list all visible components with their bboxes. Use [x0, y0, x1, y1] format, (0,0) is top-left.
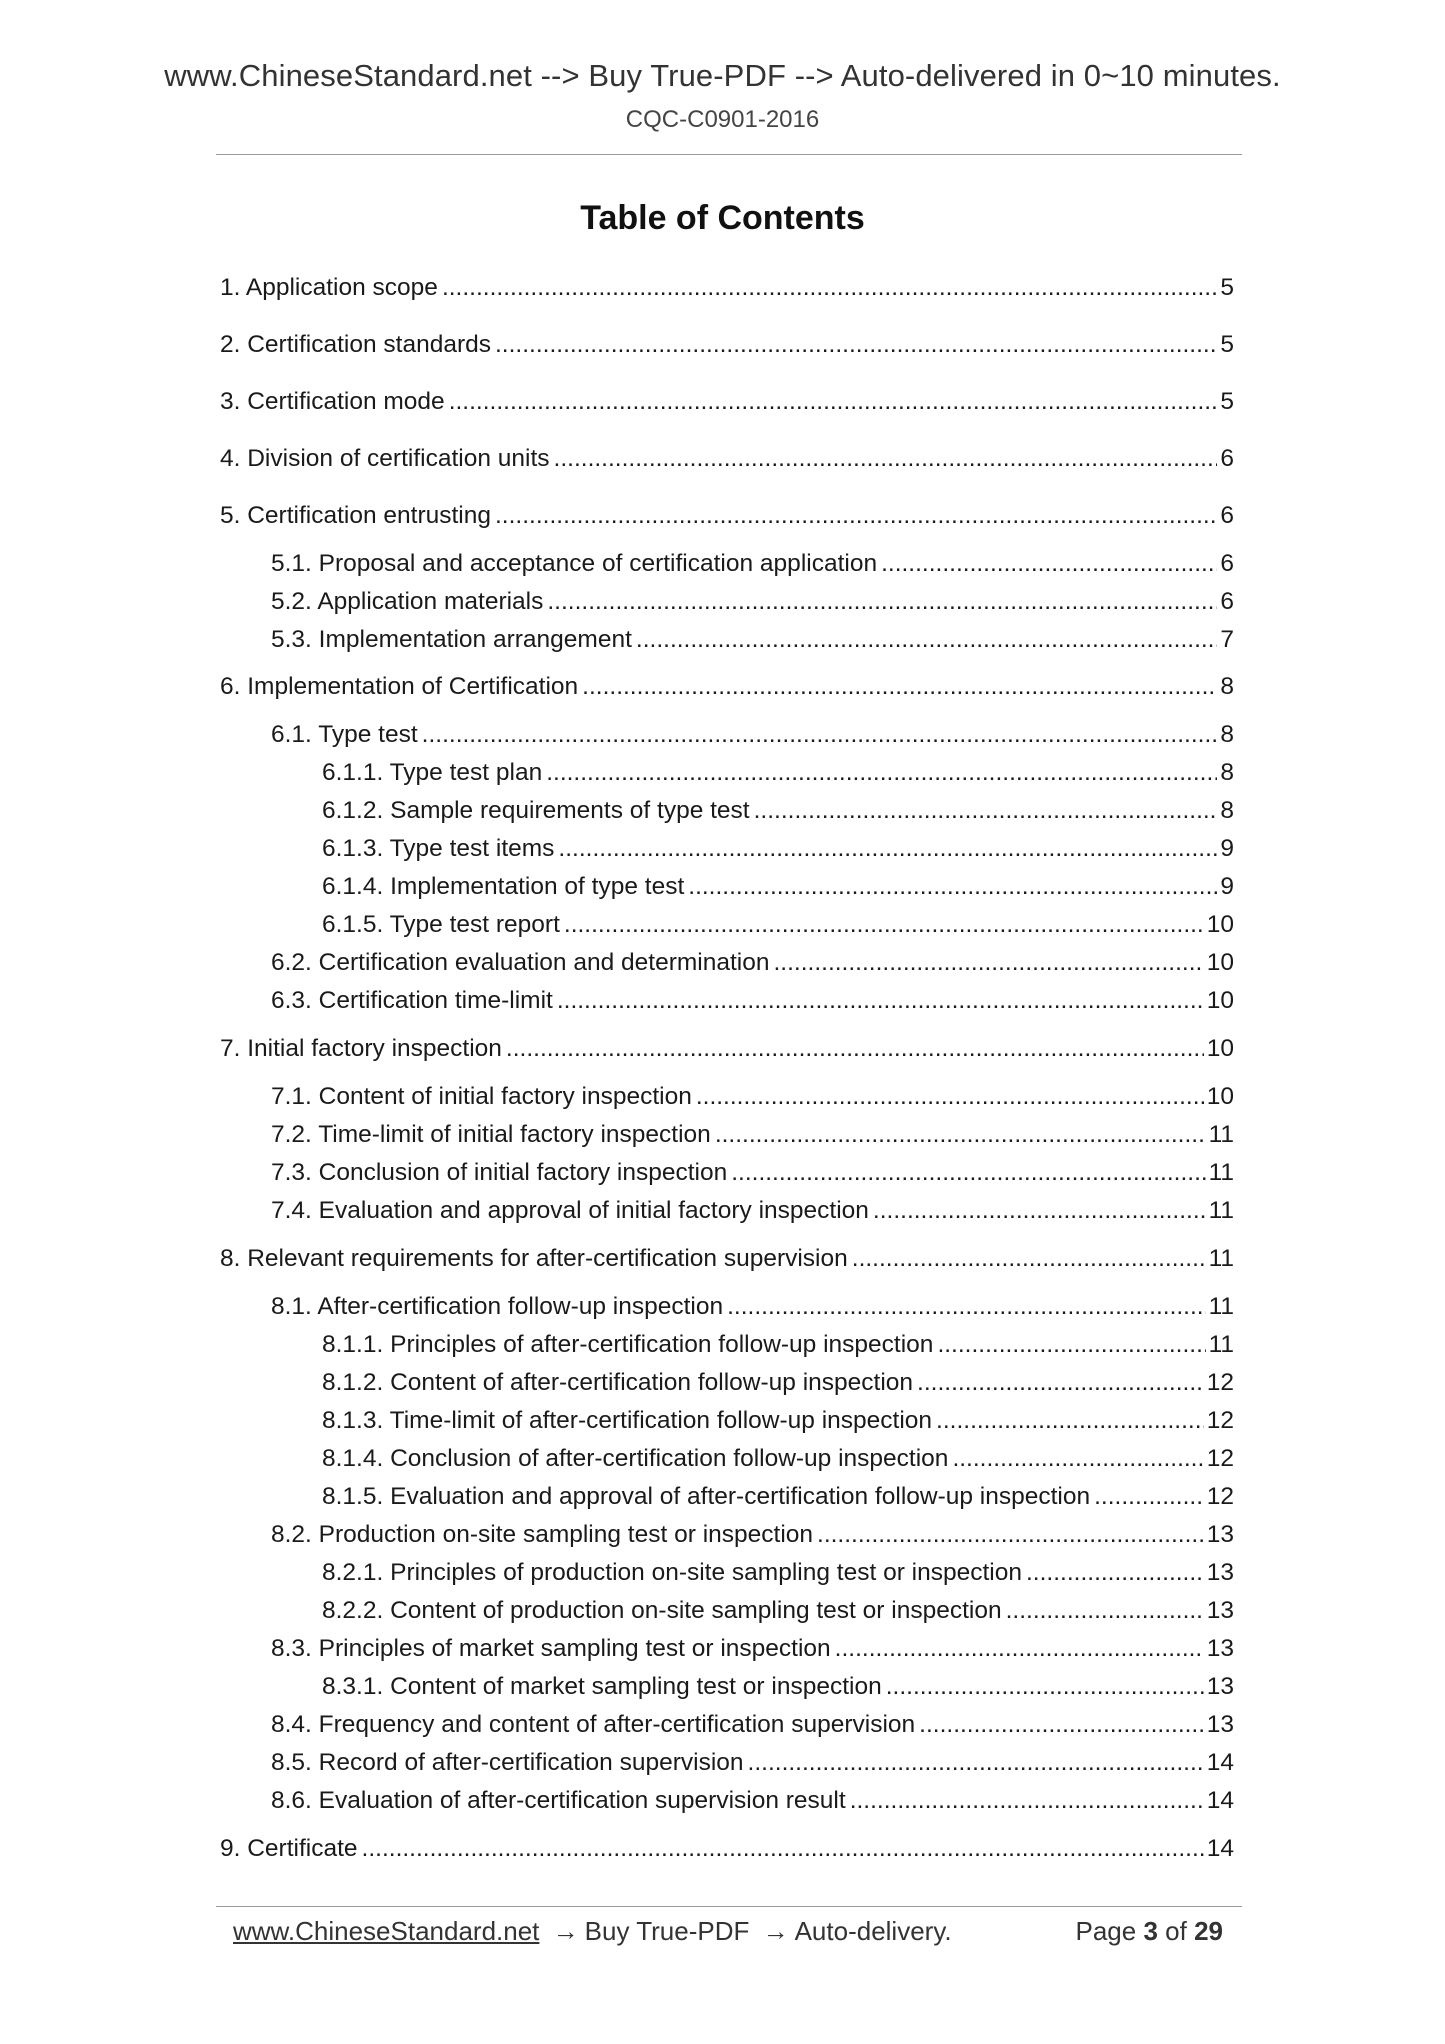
toc-entry-page: 13: [1206, 1635, 1234, 1662]
arrow-right-icon: →: [552, 1916, 579, 1946]
toc-entry-page: 10: [1206, 911, 1234, 938]
toc-entry-page: 6: [1220, 502, 1234, 529]
toc-dot-leader: [886, 1672, 1204, 1702]
toc-entry-page: 12: [1206, 1445, 1234, 1472]
toc-entry-label: 8.2. Production on-site sampling test or inspection: [271, 1521, 814, 1548]
toc-entry-page: 14: [1206, 1787, 1234, 1814]
toc-entry[interactable]: [322, 1444, 1234, 1474]
toc-entry[interactable]: [271, 1748, 1234, 1778]
toc-dot-leader: [564, 910, 1204, 940]
toc-entry[interactable]: [220, 444, 1234, 474]
toc-dot-leader: [731, 1158, 1205, 1188]
footer-purchase-line: [233, 1914, 952, 1948]
toc-dot-leader: [727, 1292, 1205, 1322]
toc-entry-page: 13: [1206, 1673, 1234, 1700]
toc-entry-page: 6: [1220, 550, 1234, 577]
toc-entry[interactable]: [322, 834, 1234, 864]
toc-entry-page: 13: [1206, 1521, 1234, 1548]
toc-entry-page: 13: [1206, 1559, 1234, 1586]
toc-entry[interactable]: [271, 1634, 1234, 1664]
toc-entry[interactable]: [271, 720, 1234, 750]
toc-entry-page: 10: [1206, 1083, 1234, 1110]
toc-dot-leader: [546, 758, 1217, 788]
toc-entry-label: 6.1.4. Implementation of type test: [322, 873, 685, 900]
toc-entry-label: 9. Certificate: [220, 1835, 358, 1862]
toc-dot-leader: [554, 444, 1218, 474]
page-total: 29: [1194, 1916, 1223, 1946]
toc-entry[interactable]: [322, 796, 1234, 826]
toc-entry-page: 8: [1220, 721, 1234, 748]
toc-entry-label: 6.1. Type test: [271, 721, 418, 748]
toc-entry[interactable]: [220, 330, 1234, 360]
toc-dot-leader: [715, 1120, 1206, 1150]
toc-entry-label: 8.1.2. Content of after-certification follow-up inspection: [322, 1369, 914, 1396]
toc-entry[interactable]: [322, 1482, 1234, 1512]
footer-delivery-text: Auto-delivery.: [794, 1916, 952, 1946]
toc-dot-leader: [952, 1444, 1203, 1474]
toc-entry-label: 8.1.1. Principles of after-certification follow-up inspection: [322, 1331, 934, 1358]
of-word: of: [1165, 1916, 1187, 1946]
document-code: CQC-C0901-2016: [625, 106, 820, 133]
toc-dot-leader: [773, 948, 1203, 978]
toc-entry-page: 13: [1206, 1711, 1234, 1738]
toc-entry[interactable]: [220, 1834, 1234, 1864]
toc-entry-label: 8. Relevant requirements for after-certification supervision: [220, 1245, 848, 1272]
toc-entry-label: 3. Certification mode: [220, 388, 445, 415]
toc-entry-page: 7: [1220, 626, 1234, 653]
toc-dot-leader: [696, 1082, 1204, 1112]
toc-entry-page: 10: [1206, 949, 1234, 976]
toc-entry[interactable]: [220, 1244, 1234, 1274]
toc-dot-leader: [636, 625, 1217, 655]
toc-dot-leader: [558, 834, 1217, 864]
toc-entry-label: 6. Implementation of Certification: [220, 673, 579, 700]
toc-entry[interactable]: [271, 625, 1234, 655]
toc-dot-leader: [850, 1786, 1204, 1816]
toc-entry-page: 9: [1220, 873, 1234, 900]
toc-entry-label: 8.1.4. Conclusion of after-certification follow-up inspection: [322, 1445, 949, 1472]
toc-entry-label: 5.1. Proposal and acceptance of certification application: [271, 550, 878, 577]
toc-entry-page: 8: [1220, 797, 1234, 824]
toc-entry[interactable]: [220, 273, 1234, 303]
toc-dot-leader: [881, 549, 1217, 579]
toc-entry-label: 4. Division of certification units: [220, 445, 550, 472]
toc-entry-label: 8.1.3. Time-limit of after-certification follow-up inspection: [322, 1407, 933, 1434]
toc-entry-page: 11: [1208, 1331, 1234, 1358]
toc-dot-leader: [547, 587, 1217, 617]
page-current: 3: [1143, 1916, 1158, 1946]
toc-dot-leader: [495, 330, 1217, 360]
toc-entry-page: 6: [1220, 588, 1234, 615]
toc-entry[interactable]: [271, 1158, 1234, 1188]
toc-dot-leader: [873, 1196, 1206, 1226]
toc-dot-leader: [582, 672, 1217, 702]
toc-entry-label: 6.1.1. Type test plan: [322, 759, 543, 786]
toc-entry[interactable]: [220, 501, 1234, 531]
toc-entry[interactable]: [271, 948, 1234, 978]
toc-entry-label: 8.6. Evaluation of after-certification supervision result: [271, 1787, 846, 1814]
toc-dot-leader: [688, 872, 1217, 902]
toc-entry-label: 8.2.2. Content of production on-site sampling test or inspection: [322, 1597, 1002, 1624]
toc-dot-leader: [362, 1834, 1204, 1864]
toc-dot-leader: [557, 986, 1204, 1016]
toc-entry[interactable]: [322, 872, 1234, 902]
toc-dot-leader: [852, 1244, 1206, 1274]
toc-entry[interactable]: [271, 1082, 1234, 1112]
toc-dot-leader: [748, 1748, 1204, 1778]
toc-entry[interactable]: [220, 672, 1234, 702]
toc-dot-leader: [936, 1406, 1204, 1436]
toc-dot-leader: [506, 1034, 1204, 1064]
toc-entry-page: 11: [1208, 1121, 1234, 1148]
top-banner: www.ChineseStandard.net --> Buy True-PDF --> Auto-delivered in 0~10 minutes.: [164, 58, 1281, 93]
toc-entry-label: 8.2.1. Principles of production on-site sampling test or inspection: [322, 1559, 1022, 1586]
toc-entry-label: 6.1.5. Type test report: [322, 911, 560, 938]
toc-dot-leader: [495, 501, 1217, 531]
toc-entry-page: 10: [1206, 987, 1234, 1014]
toc-entry[interactable]: [271, 1520, 1234, 1550]
toc-entry-page: 11: [1208, 1159, 1234, 1186]
toc-entry-page: 5: [1220, 388, 1234, 415]
toc-entry-page: 9: [1220, 835, 1234, 862]
toc-entry-label: 8.5. Record of after-certification supervision: [271, 1749, 744, 1776]
toc-entry-label: 7.4. Evaluation and approval of initial factory inspection: [271, 1197, 869, 1224]
toc-entry-page: 13: [1206, 1597, 1234, 1624]
arrow-right-icon: →: [762, 1916, 789, 1946]
toc-entry-label: 8.4. Frequency and content of after-certification supervision: [271, 1711, 916, 1738]
page-word: Page: [1075, 1916, 1137, 1946]
toc-entry[interactable]: [271, 986, 1234, 1016]
toc-dot-leader: [754, 796, 1218, 826]
toc-entry-label: 6.2. Certification evaluation and determination: [271, 949, 770, 976]
toc-entry-page: 5: [1220, 274, 1234, 301]
toc-entry[interactable]: [322, 1672, 1234, 1702]
toc-entry-label: 7.2. Time-limit of initial factory inspection: [271, 1121, 711, 1148]
toc-dot-leader: [919, 1710, 1204, 1740]
toc-dot-leader: [817, 1520, 1204, 1550]
toc-entry-page: 11: [1208, 1245, 1234, 1272]
toc-entry-label: 5.3. Implementation arrangement: [271, 626, 632, 653]
toc-dot-leader: [937, 1330, 1205, 1360]
footer-divider: [216, 1906, 1242, 1907]
toc-entry-label: 6.1.3. Type test items: [322, 835, 555, 862]
footer-buy-text: Buy True-PDF: [584, 1916, 750, 1946]
toc-entry[interactable]: [271, 587, 1234, 617]
toc-dot-leader: [1094, 1482, 1204, 1512]
toc-dot-leader: [442, 273, 1217, 303]
toc-entry[interactable]: [322, 1406, 1234, 1436]
toc-entry-page: 11: [1208, 1197, 1234, 1224]
toc-dot-leader: [917, 1368, 1204, 1398]
toc-entry-label: 8.1. After-certification follow-up inspection: [271, 1293, 724, 1320]
toc-entry[interactable]: [322, 1368, 1234, 1398]
toc-entry[interactable]: [322, 910, 1234, 940]
toc-entry[interactable]: [271, 1710, 1234, 1740]
toc-entry[interactable]: [271, 1786, 1234, 1816]
toc-dot-leader: [1006, 1596, 1204, 1626]
toc-entry-page: 12: [1206, 1369, 1234, 1396]
toc-entry-page: 8: [1220, 759, 1234, 786]
toc-entry-label: 1. Application scope: [220, 274, 438, 301]
toc-entry-page: 5: [1220, 331, 1234, 358]
toc-entry-page: 12: [1206, 1483, 1234, 1510]
toc-entry-page: 10: [1206, 1035, 1234, 1062]
toc-entry-page: 14: [1206, 1835, 1234, 1862]
toc-entry[interactable]: [271, 549, 1234, 579]
toc-entry[interactable]: [322, 1330, 1234, 1360]
toc-entry[interactable]: [271, 1196, 1234, 1226]
toc-dot-leader: [422, 720, 1218, 750]
toc-dot-leader: [1026, 1558, 1204, 1588]
toc-entry-label: 5.2. Application materials: [271, 588, 544, 615]
toc-entry[interactable]: [322, 1596, 1234, 1626]
toc-entry[interactable]: [322, 1558, 1234, 1588]
toc-entry-page: 8: [1220, 673, 1234, 700]
toc-entry[interactable]: [322, 758, 1234, 788]
toc-entry-label: 5. Certification entrusting: [220, 502, 491, 529]
toc-entry-label: 7. Initial factory inspection: [220, 1035, 502, 1062]
toc-title: Table of Contents: [580, 199, 865, 237]
toc-entry-page: 12: [1206, 1407, 1234, 1434]
toc-entry-label: 2. Certification standards: [220, 331, 491, 358]
toc-entry[interactable]: [271, 1292, 1234, 1322]
toc-entry[interactable]: [220, 1034, 1234, 1064]
toc-entry-label: 8.3. Principles of market sampling test or inspection: [271, 1635, 831, 1662]
toc-dot-leader: [449, 387, 1218, 417]
toc-dot-leader: [835, 1634, 1204, 1664]
toc-entry-label: 6.1.2. Sample requirements of type test: [322, 797, 750, 824]
toc-entry-page: 6: [1220, 445, 1234, 472]
footer-site-link[interactable]: www.ChineseStandard.net: [233, 1916, 540, 1946]
page-number: [1075, 1914, 1223, 1948]
toc-entry-label: 7.1. Content of initial factory inspection: [271, 1083, 692, 1110]
toc-entry-page: 14: [1206, 1749, 1234, 1776]
toc-entry[interactable]: [271, 1120, 1234, 1150]
toc-entry-label: 8.1.5. Evaluation and approval of after-certification follow-up inspection: [322, 1483, 1091, 1510]
toc-entry-page: 11: [1208, 1293, 1234, 1320]
toc-entry-label: 6.3. Certification time-limit: [271, 987, 553, 1014]
toc-entry-label: 8.3.1. Content of market sampling test or inspection: [322, 1673, 882, 1700]
toc-entry[interactable]: [220, 387, 1234, 417]
toc-entry-label: 7.3. Conclusion of initial factory inspection: [271, 1159, 728, 1186]
